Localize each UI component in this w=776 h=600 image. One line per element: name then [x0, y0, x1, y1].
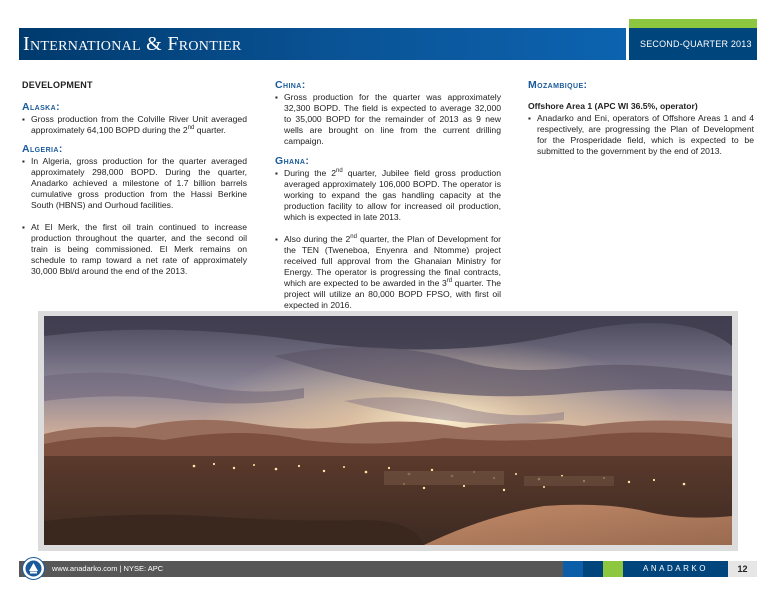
algeria-bullets: [22, 156, 247, 277]
column-right: [528, 80, 754, 157]
project-heading: Offshore Area 1 (APC WI 36.5%, operator): [528, 101, 698, 111]
bullet-item: ▪ Gross production for the quarter was approximately 32,300 BOPD. The field is expected to average 32,000 to 35,000 BOPD for the remainder of 2013 as 9 new wells are brought on line from the current drilling campaign.: [275, 92, 501, 147]
header-accent-strip: [629, 19, 757, 28]
region-heading-china: China:: [275, 79, 306, 91]
anadarko-logo-icon: [22, 557, 45, 580]
page-number: 12: [728, 561, 757, 577]
region-heading-algeria: Algeria:: [22, 143, 63, 155]
alaska-bullets: [22, 114, 247, 136]
region-heading-ghana: Ghana:: [275, 155, 310, 167]
bullet-item: ▪ In Algeria, gross production for the quarter averaged approximately 298,000 BOPD. During the quarter, Anadarko achieved a milestone of 1.7 billion barrels cumulative gross production from the Hassi Berkine South (HBNS) and Ourhoud facilities.: [22, 156, 247, 211]
mozambique-bullets: [528, 113, 754, 157]
header-bar: [19, 28, 626, 60]
desert-oil-facility-photo: [44, 316, 732, 545]
bullet-item: ▪ At El Merk, the first oil train continued to increase production throughout the quarter, and the second oil train is being commissioned. El Merk remains on schedule to ramp toward a net rate of approximately 30,000 Bbl/d around the end of the 2013.: [22, 222, 247, 277]
footer-accent-block: [603, 561, 623, 577]
column-left: [22, 80, 247, 288]
region-heading-mozambique: Mozambique:: [528, 79, 588, 91]
section-heading: DEVELOPMENT: [22, 80, 93, 90]
footer-accent-block: [563, 561, 583, 577]
ghana-bullets: [275, 168, 501, 311]
footer-url[interactable]: www.anadarko.com | NYSE: APC: [52, 564, 164, 573]
bullet-item: ▪ Also during the 2nd quarter, the Plan of Development for the TEN (Tweneboa, Enyenra and Ntomme) project received full approval from the Ghanaian Ministry for Energy. The operator is progressing the final contracts, which are expected to be awarded in the 3rd quarter. The project will utilize an 80,000 BOPD FPSO, with first oil expected in 2016.: [275, 234, 501, 311]
china-bullets: [275, 92, 501, 147]
quarter-label: SECOND-QUARTER 2013: [629, 28, 757, 60]
column-middle: [275, 80, 501, 311]
bullet-item: ▪ Anadarko and Eni, operators of Offshore Areas 1 and 4 respectively, are progressing the Plan of Development for the Prosperidade field, which is expected to be submitted to the government by the end of 2013.: [528, 113, 754, 157]
page-title: International & Frontier: [23, 33, 242, 55]
footer-accent-block: [583, 561, 603, 577]
region-heading-alaska: Alaska:: [22, 101, 60, 113]
bullet-item: ▪ Gross production from the Colville River Unit averaged approximately 64,100 BOPD during the 2nd quarter.: [22, 114, 247, 136]
bullet-item: ▪ During the 2nd quarter, Jubilee field gross production averaged approximately 106,000 BOPD. The operator is working to expand the gas handling capacity at the production facility to allow for increased oil production, which is expected in late 2013.: [275, 168, 501, 223]
footer-brand: ANADARKO: [623, 561, 728, 577]
